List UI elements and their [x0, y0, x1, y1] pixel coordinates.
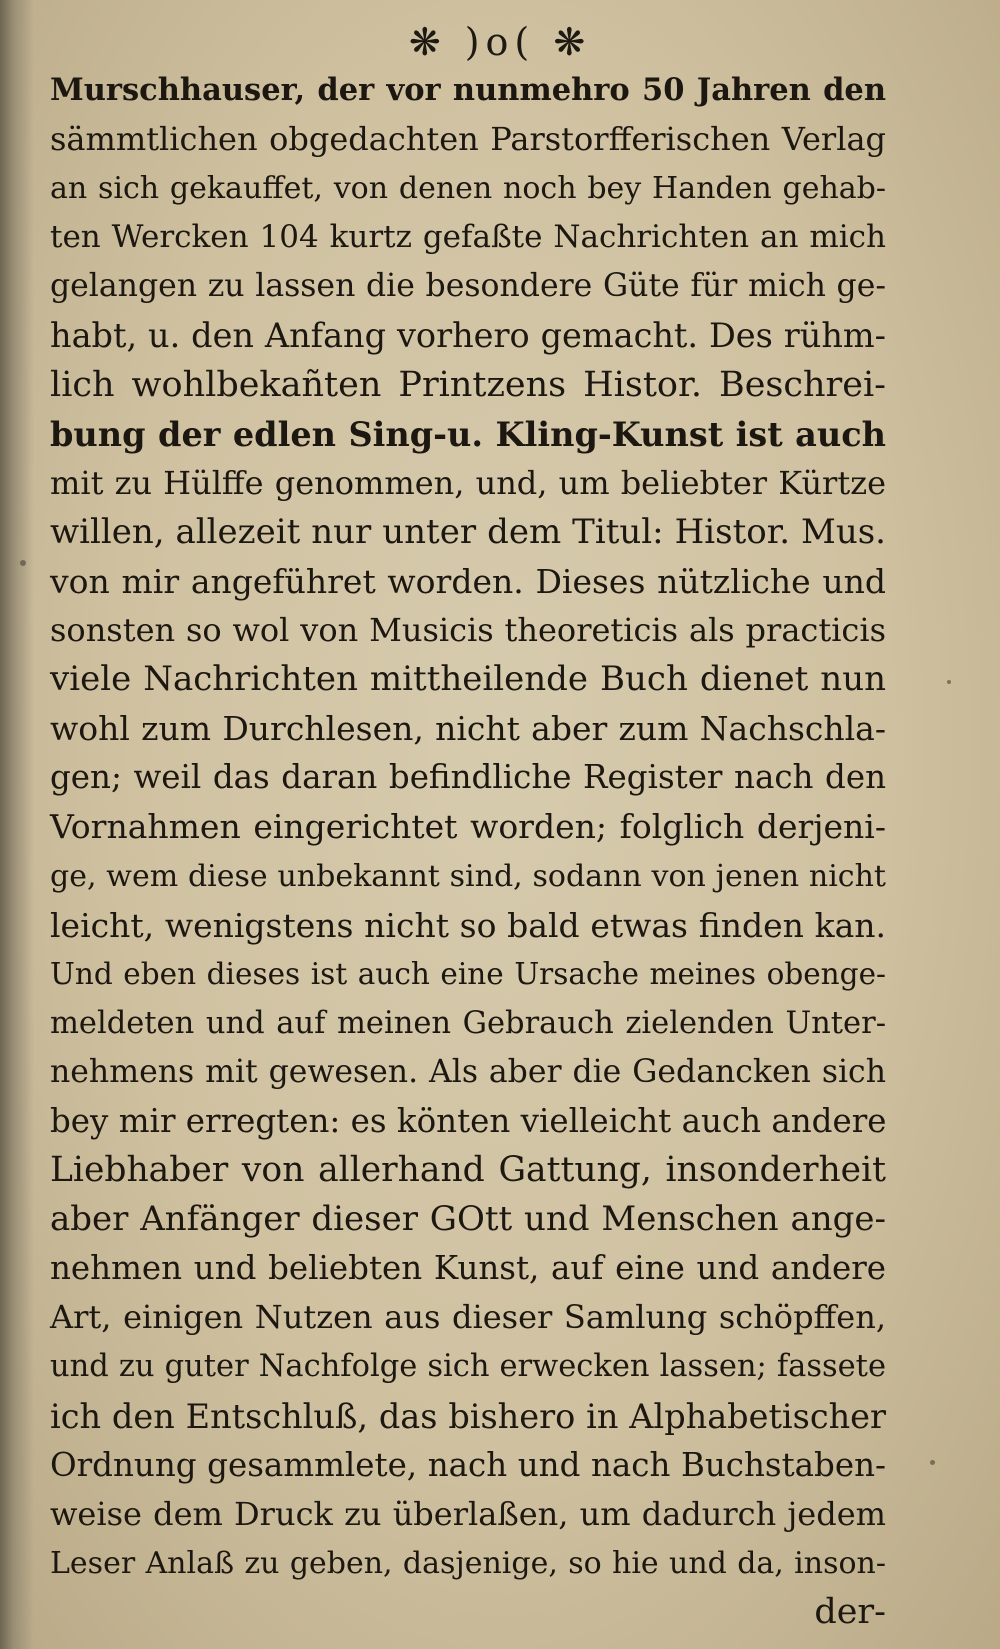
text-line-4: ten Wercken 104 kurtz gefaßte Nachrichten an mich	[50, 219, 886, 256]
ink-speck	[930, 1460, 935, 1465]
text-line-29: Ordnung gesammlete, nach und nach Buchstaben-	[50, 1445, 886, 1484]
text-line-18: leicht, wenigstens nicht so bald etwas finden kan.	[50, 905, 886, 945]
text-line-3: an sich gekauffet, von denen noch bey Handen gehab-	[50, 171, 886, 207]
text-line-19: Und eben dieses ist auch eine Ursache meines obenge-	[50, 956, 886, 991]
text-line-15: gen; weil das daran befindliche Register nach den	[50, 758, 886, 797]
text-line-13: viele Nachrichten mittheilende Buch dienet nun	[50, 659, 886, 700]
running-head: ❋ )o( ❋	[408, 20, 592, 64]
text-line-27: und zu guter Nachfolge sich erwecken lassen; fassete	[50, 1349, 886, 1385]
text-line-5: gelangen zu lassen die besondere Güte für mich ge-	[50, 268, 886, 305]
text-line-23: Liebhaber von allerhand Gattung, insonderheit	[50, 1150, 886, 1191]
text-line-20: meldeten und auf meinen Gebrauch zielenden Unter-	[50, 1005, 886, 1041]
catchword: der-	[814, 1591, 886, 1632]
text-line-12: sonsten so wol von Musicis theoreticis als practicis	[50, 611, 886, 650]
text-line-10: willen, allezeit nur unter dem Titul: Histor. Mus.	[50, 511, 886, 552]
text-line-14: wohl zum Durchlesen, nicht aber zum Nachschla-	[50, 709, 886, 749]
text-line-25: nehmen und beliebten Kunst, auf eine und andere	[50, 1249, 886, 1288]
body-text	[50, 66, 886, 1637]
text-line-26: Art, einigen Nutzen aus dieser Samlung schöpffen,	[50, 1298, 886, 1337]
text-line-31: Leser Anlaß zu geben, dasjenige, so hie und da, inson-	[50, 1545, 886, 1581]
text-line-22: bey mir erregten: es könten vielleicht auch andere	[50, 1101, 887, 1140]
text-line-6: habt, u. den Anfang vorhero gemacht. Des rühm-	[50, 316, 886, 356]
text-line-7: lich wohlbekañten Printzens Histor. Beschrei-	[50, 364, 886, 405]
text-line-16: Vornahmen eingerichtet worden; folglich derjeni-	[50, 807, 886, 847]
text-line-21: nehmens mit gewesen. Als aber die Gedancken sich	[50, 1053, 886, 1090]
text-line-2: sämmtlichen obgedachten Parstorfferischen Verlag	[50, 120, 886, 159]
text-line-24: aber Anfänger dieser GOtt und Menschen ange-	[50, 1199, 886, 1240]
text-line-17: ge, wem diese unbekannt sind, sodann von jenen nicht	[50, 858, 886, 894]
text-line-28: ich den Entschluß, das bishero in Alphabetischer	[50, 1396, 886, 1436]
text-line-11: von mir angeführet worden. Dieses nützliche und	[50, 561, 886, 601]
text-line-30: weise dem Druck zu überlaßen, um dadurch jedem	[50, 1494, 886, 1533]
text-line-1: Murschhauser, der vor nunmehro 50 Jahren den	[50, 72, 886, 108]
ink-speck	[20, 560, 26, 566]
text-line-9: mit zu Hülffe genommen, und, um beliebter Kürtze	[50, 463, 886, 502]
text-line-8: bung der edlen Sing-u. Kling-Kunst ist auch	[50, 414, 886, 454]
spine-shadow	[0, 0, 34, 1649]
ink-speck	[947, 680, 951, 684]
